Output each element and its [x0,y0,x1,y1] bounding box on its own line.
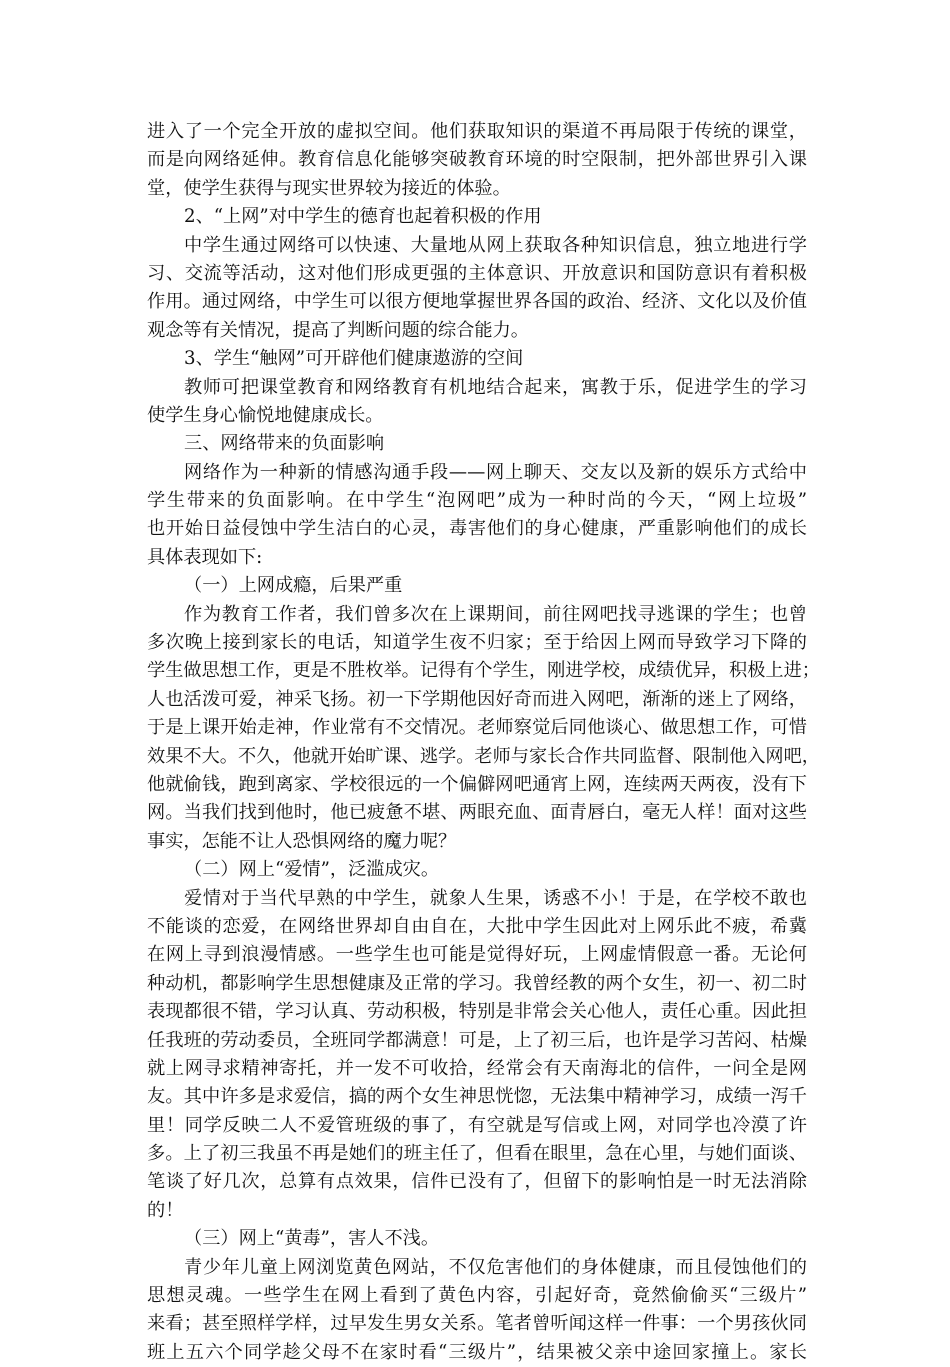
text-line: 不能谈的恋爱，在网络世界却自由自在，大批中学生因此对上网乐此不疲，希冀 [147,915,807,937]
text-line: 于是上课开始走神，作业常有不交情况。老师察觉后同他谈心、做思想工作，可惜 [147,717,807,739]
text-line: 效果不大。不久，他就开始旷课、逃学。老师与家长合作共同监督、限制他入网吧， [147,745,820,767]
text-line: 网。当我们找到他时，他已疲惫不堪、两眼充血、面青唇白，毫无人样！面对这些 [147,802,807,824]
text-line: 里！同学反映二人不爱管班级的事了，有空就是写信或上网，对同学也冷漠了许 [147,1114,807,1136]
text-line: 他就偷钱，跑到离家、学校很远的一个偏僻网吧通宵上网，连续两天两夜，没有下 [147,773,807,795]
text-line: 多。上了初三我虽不再是她们的班主任了，但看在眼里，急在心里，与她们面谈、 [147,1143,807,1165]
text-line: 堂，使学生获得与现实世界较为接近的体验。 [147,177,511,199]
text-line: 人也活泼可爱，神采飞扬。初一下学期他因好奇而进入网吧，渐渐的迷上了网络， [147,688,807,710]
text-line: 就上网寻求精神寄托，并一发不可收拾，经常会有天南海北的信件，一问全是网 [147,1057,807,1079]
text-line: 作用。通过网络，中学生可以很方便地掌握世界各国的政治、经济、文化以及价值 [147,291,807,313]
section-heading: 三、网络带来的负面影响 [184,433,385,455]
text-line: 而是向网络延伸。教育信息化能够突破教育环境的时空限制，把外部世界引入课 [147,149,807,171]
text-line: 种动机，都影响学生思想健康及正常的学习。我曾经教的两个女生，初一、初二时 [147,972,807,994]
text-line: 在网上寻到浪漫情感。一些学生也可能是觉得好玩，上网虚情假意一番。无论何 [147,944,807,966]
text-line: 也开始日益侵蚀中学生洁白的心灵，毒害他们的身心健康，严重影响他们的成长 [147,518,807,540]
text-line: 笔谈了好几次，总算有点效果，信件已没有了，但留下的影响怕是一时无法消除 [147,1171,807,1193]
text-line: 爱情对于当代早熟的中学生，就象人生果，诱惑不小！于是，在学校不敢也 [184,887,807,909]
text-line: 进入了一个完全开放的虚拟空间。他们获取知识的渠道不再局限于传统的课堂， [147,121,807,142]
text-line: 班上五六个同学趁父母不在家时看“三级片”，结果被父亲中途回家撞上。家长 [147,1341,807,1363]
text-line: 任我班的劳动委员，全班同学都满意！可是，上了初三后，也许是学习苦闷、枯燥 [147,1029,807,1051]
document-body [147,118,820,1367]
section-heading: 3、学生“触网”可开辟他们健康遨游的空间 [184,348,524,370]
text-line: 网络作为一种新的情感沟通手段——网上聊天、交友以及新的娱乐方式给中 [184,461,807,483]
text-line: 学生做思想工作，更是不胜枚举。记得有个学生，刚进学校，成绩优异，积极上进； [147,660,820,682]
text-line: 学生带来的负面影响。在中学生“泡网吧”成为一种时尚的今天，“网上垃圾” [147,490,807,512]
text-line: 教师可把课堂教育和网络教育有机地结合起来，寓教于乐，促进学生的学习 [184,376,807,398]
text-line: 来看；甚至照样学样，过早发生男女关系。笔者曾听闻这样一件事：一个男孩伙同 [147,1313,807,1335]
text-line: 的！ [147,1199,184,1221]
subsection-heading: （一）上网成瘾，后果严重 [184,575,403,597]
text-line: 观念等有关情况，提高了判断问题的综合能力。 [147,319,529,341]
section-heading: 2、“上网”对中学生的德育也起着积极的作用 [184,206,542,228]
text-line: 多次晚上接到家长的电话，知道学生夜不归家；至于给因上网而导致学习下降的 [147,632,807,654]
text-line: 友。其中许多是求爱信，搞的两个女生神思恍惚，无法集中精神学习，成绩一泻千 [147,1086,807,1108]
text-line: 具体表现如下: [147,546,263,568]
text-line: 中学生通过网络可以快速、大量地从网上获取各种知识信息，独立地进行学 [184,234,807,256]
text-line: 表现都很不错，学习认真、劳动积极，特别是非常会关心他人，责任心重。因此担 [147,1001,807,1023]
text-line: 事实，怎能不让人恐惧网络的魔力呢？ [147,830,457,852]
subsection-heading: （二）网上“爱情”，泛滥成灾。 [184,859,440,881]
text-line: 思想灵魂。一些学生在网上看到了黄色内容，引起好奇，竟然偷偷买“三级片” [147,1285,807,1307]
subsection-heading: （三）网上“黄毒”，害人不浅。 [184,1228,440,1250]
text-line: 使学生身心愉悦地健康成长。 [147,404,384,426]
text-line: 习、交流等活动，这对他们形成更强的主体意识、开放意识和国防意识有着积极 [147,262,807,284]
text-line: 作为教育工作者，我们曾多次在上课期间，前往网吧找寻逃课的学生；也曾 [184,603,807,625]
text-line: 青少年儿童上网浏览黄色网站，不仅危害他们的身体健康，而且侵蚀他们的 [184,1256,807,1278]
